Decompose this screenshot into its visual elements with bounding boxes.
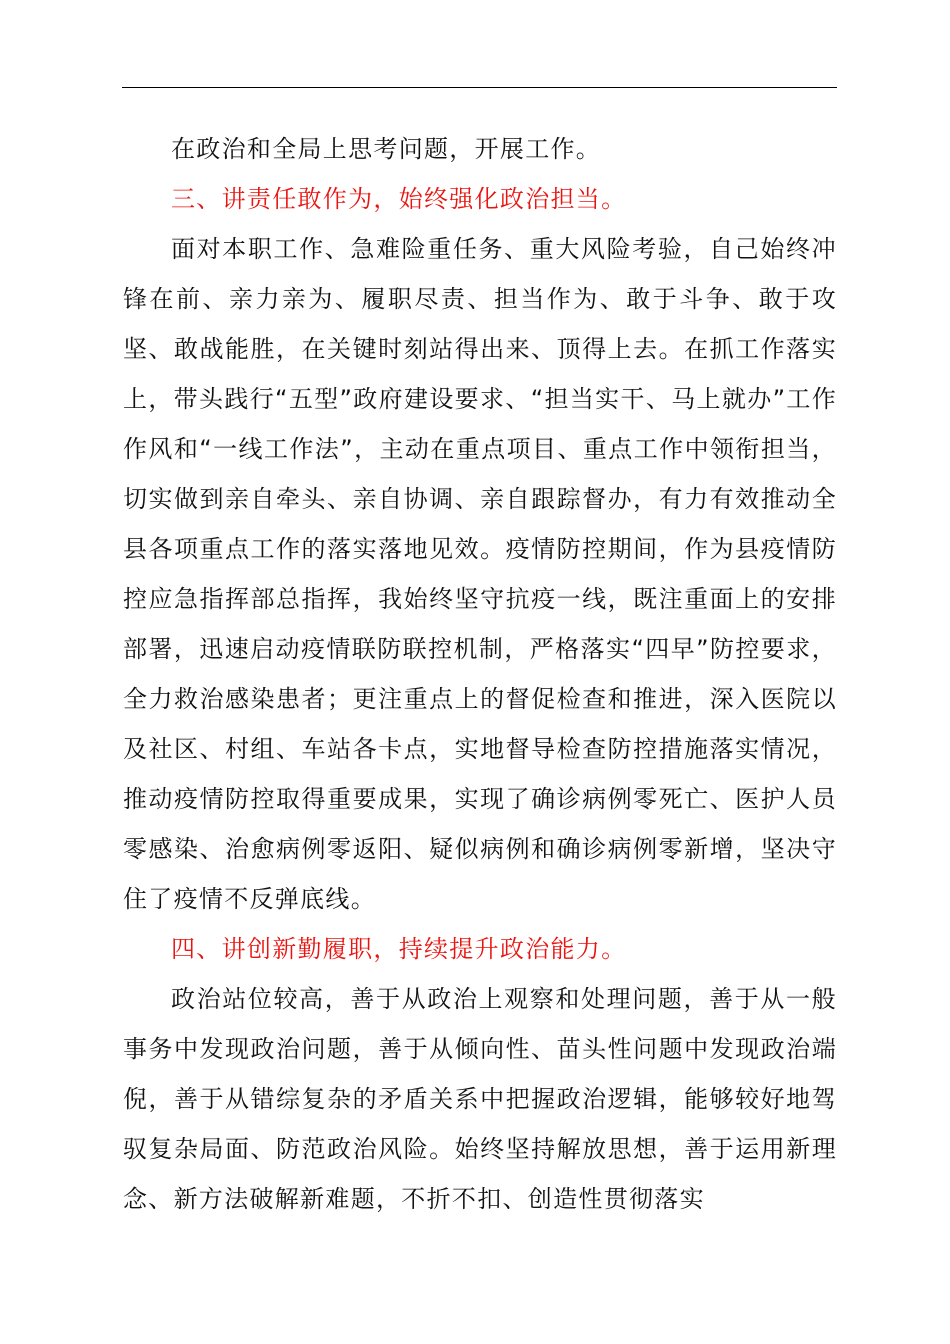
section-three-heading: 三、讲责任敢作为，始终强化政治担当。 — [171, 185, 627, 213]
continuation-paragraph: 在政治和全局上思考问题，开展工作。 — [171, 135, 602, 163]
section-three-paragraph: 面对本职工作、急难险重任务、重大风险考验，自己始终冲锋在前、亲力亲为、履职尽责、担当作为、敢于斗争、敢于攻坚、敢战能胜，在关键时刻站得出来、顶得上去。在抓工作落实上，带头践行“五型”政府建设要求、“担当实干、马上就办”工作作风和“一线工作法”，主动在重点项目、重点工作中领衔担当，切实做到亲自牵头、亲自协调、亲自跟踪督办，有力有效推动全县各项重点工作的落实落地见效。疫情防控期间，作为县疫情防控应急指挥部总指挥，我始终坚守抗疫一线，既注重面上的安排部署，迅速启动疫情联防联控机制，严格落实“四早”防控要求，全力救治感染患者；更注重点上的督促检查和推进，深入医院以及社区、村组、车站各卡点，实地督导检查防控措施落实情况，推动疫情防控取得重要成果，实现了确诊病例零死亡、医护人员零感染、治愈病例零返阳、疑似病例和确诊病例零新增，坚决守住了疫情不反弹底线。 — [123, 235, 837, 913]
header-rule — [122, 87, 837, 88]
section-four-heading: 四、讲创新勤履职，持续提升政治能力。 — [171, 935, 627, 963]
document-body — [123, 124, 837, 1224]
section-four-paragraph: 政治站位较高，善于从政治上观察和处理问题，善于从一般事务中发现政治问题，善于从倾向性、苗头性问题中发现政治端倪，善于从错综复杂的矛盾关系中把握政治逻辑，能够较好地驾驭复杂局面、防范政治风险。始终坚持解放思想，善于运用新理念、新方法破解新难题，不折不扣、创造性贯彻落实 — [123, 985, 837, 1213]
